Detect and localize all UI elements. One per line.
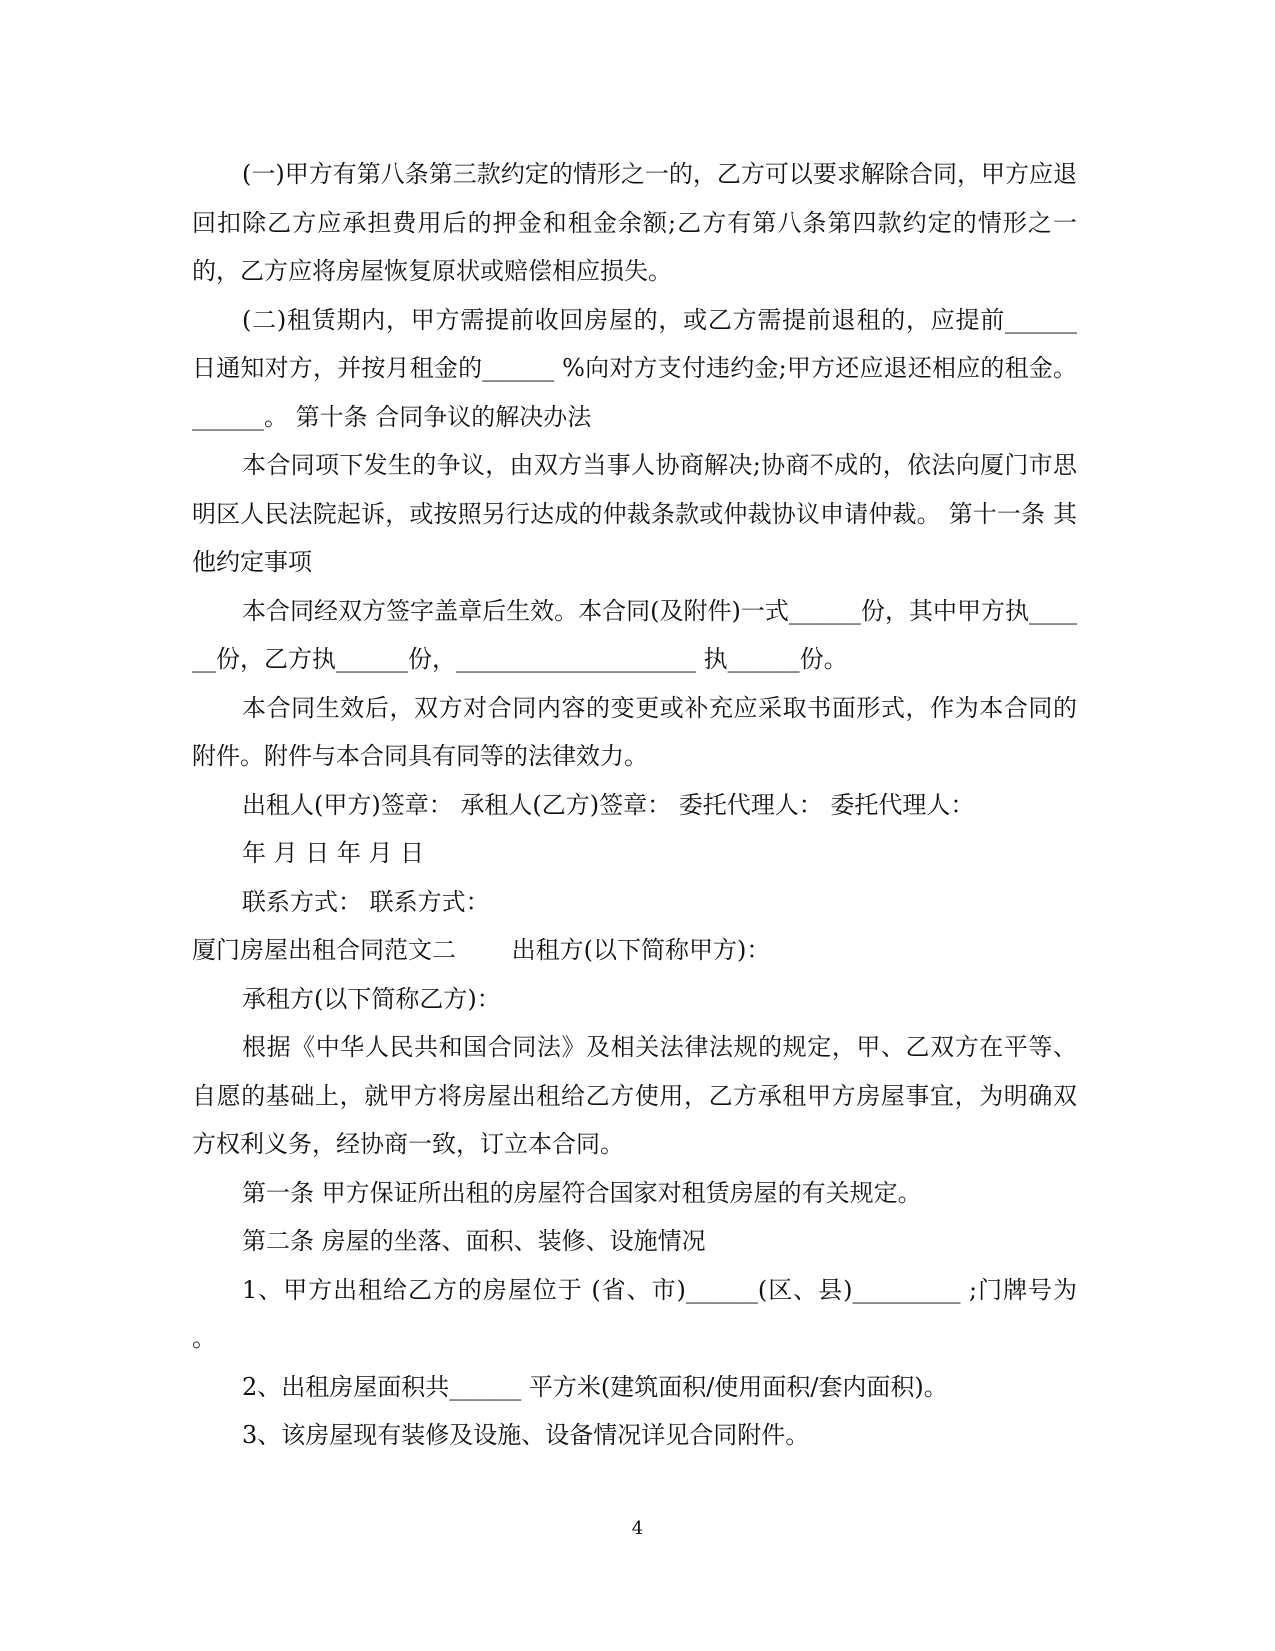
article-two-item-1: 1、甲方出租给乙方的房屋位于 (省、市)______(区、县)_________ ;门牌号为 。	[192, 1275, 1077, 1352]
paragraph-preamble: 根据《中华人民共和国合同法》及相关法律法规的规定，甲、乙双方在平等、自愿的基础上，就甲方将房屋出租给乙方使用，乙方承租甲方房屋事宜，为明确双方权利义务，经协商一致，订立本合同。	[192, 1033, 1077, 1158]
paragraph-amendments: 本合同生效后，双方对合同内容的变更或补充应采取书面形式，作为本合同的附件。附件与本合同具有同等的法律效力。	[192, 693, 1077, 770]
lessee-line: 承租方(以下简称乙方)：	[242, 984, 501, 1013]
page-number: 4	[631, 1518, 644, 1539]
article-two-heading: 第二条 房屋的坐落、面积、装修、设施情况	[242, 1227, 706, 1255]
article-two-item-2: 2、出租房屋面积共______ 平方米(建筑面积/使用面积/套内面积)。	[242, 1372, 948, 1401]
article-two-item-3: 3、该房屋现有装修及设施、设备情况详见合同附件。	[242, 1421, 810, 1449]
paragraph-termination-clause-2: (二)租赁期内，甲方需提前收回房屋的，或乙方需提前退租的，应提前______ 日通知对方，并按月租金的______ %向对方支付违约金;甲方还应退还相应的租金。 ______。 第十条 合同争议的解决办法	[192, 305, 1077, 431]
paragraph-copies: 本合同经双方签字盖章后生效。本合同(及附件)一式______份，其中甲方执______份，乙方执______份，____________________ 执______份。	[192, 596, 1077, 673]
contact-line: 联系方式： 联系方式：	[242, 887, 490, 916]
document-body	[192, 150, 1077, 1460]
date-line: 年 月 日 年 月 日	[242, 839, 425, 867]
paragraph-dispute-resolution: 本合同项下发生的争议，由双方当事人协商解决;协商不成的，依法向厦门市思明区人民法院起诉，或按照另行达成的仲裁条款或仲裁协议申请仲裁。 第十一条 其他约定事项	[192, 451, 1077, 576]
sample-two-heading: 厦门房屋出租合同范文二 出租方(以下简称甲方)：	[192, 936, 771, 964]
article-one: 第一条 甲方保证所出租的房屋符合国家对租赁房屋的有关规定。	[242, 1178, 922, 1207]
paragraph-termination-clause-1: (一)甲方有第八条第三款约定的情形之一的，乙方可以要求解除合同，甲方应退回扣除乙方应承担费用后的押金和租金余额;乙方有第八条第四款约定的情形之一的，乙方应将房屋恢复原状或赔偿相应损失。	[192, 160, 1077, 285]
signature-line: 出租人(甲方)签章： 承租人(乙方)签章： 委托代理人： 委托代理人：	[242, 790, 975, 819]
